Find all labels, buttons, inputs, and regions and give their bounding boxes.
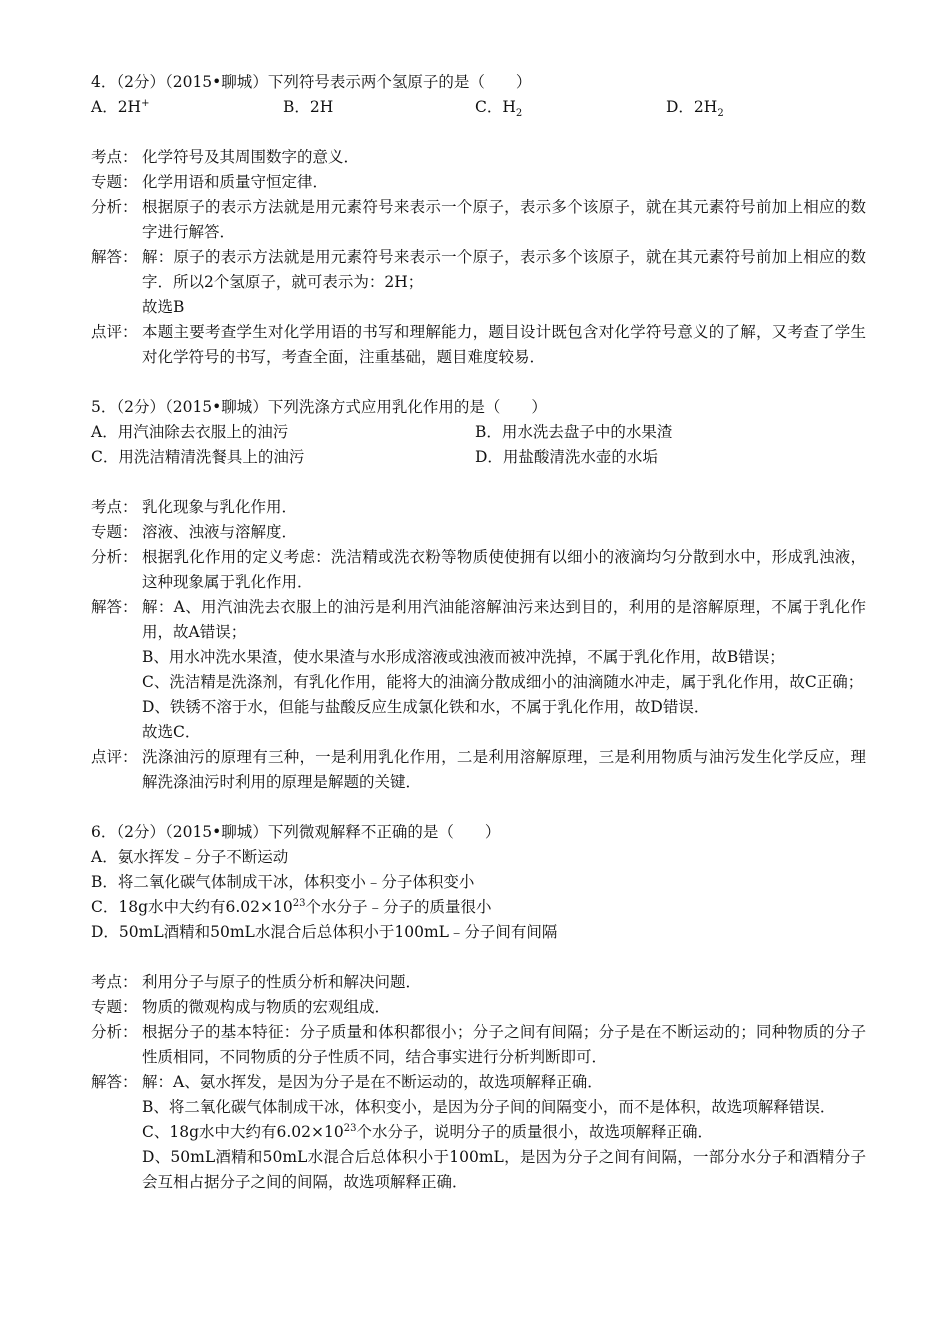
- jieda-field: 解答： 解：原子的表示方法就是用元素符号来表示一个原子，表示多个该原子，就在其元素符号前加上相应的数字．所以2个氢原子，就可表示为：2H； 故选B: [91, 248, 866, 316]
- question-5: [91, 395, 866, 795]
- question-4: [91, 70, 866, 370]
- options-row: [91, 445, 866, 470]
- kaodian-field: 考点： 乳化现象与乳化作用．: [91, 498, 298, 516]
- jieda-field: 解答： 解：A、氨水挥发，是因为分子是在不断运动的，故选项解释正确． B、将二氧化碳气体制成干冰，体积变小，是因为分子间的间隔变小，而不是体积，故选项解释错误． C、18g水中大约有$6.02\times 10^{23}$个水分子，说明分子的质量很小，故选项解释正确． D、50mL酒精和50mL水混合后总体积小于100mL，是因为分子之间有间隔，一部分水分子和酒精分子会互相占据分子之间的间隔，故选项解释正确．: [91, 1073, 866, 1191]
- zhuanti-field: 专题： 溶液、浊液与溶解度．: [91, 523, 298, 541]
- option-a: A．2H+: [91, 97, 150, 116]
- dianping-field: 点评： 本题主要考查学生对化学用语的书写和理解能力，题目设计既包含对化学符号意义的了解，又考查了学生对化学符号的书写，考查全面，注重基础，题目难度较易．: [91, 323, 866, 366]
- fenxi-field: 分析： 根据乳化作用的定义考虑：洗洁精或洗衣粉等物质使使拥有以细小的液滴均匀分散到水中，形成乳浊液，这种现象属于乳化作用．: [91, 548, 866, 591]
- zhuanti-field: 专题： 化学用语和质量守恒定律．: [91, 173, 329, 191]
- option-a: A．氨水挥发﹣分子不断运动: [91, 848, 289, 866]
- question-title: 4．（2分）（2015•聊城）下列符号表示两个氢原子的是（ ）: [91, 73, 532, 91]
- jieda-field: 解答： 解：A、用汽油洗去衣服上的油污是利用汽油能溶解油污来达到目的，利用的是溶解原理，不属于乳化作用，故A错误； B、用水冲洗水果渣，使水果渣与水形成溶液或浊液而被冲洗掉，不属于乳化作用，故B错误； C、洗洁精是洗涤剂，有乳化作用，能将大的油滴分散成细小的油滴随水冲走，属于乳化作用，故C正确； D、铁锈不溶于水，但能与盐酸反应生成氯化铁和水，不属于乳化作用，故D错误． 故选C．: [91, 598, 866, 741]
- option-b: B．用水洗去盘子中的水果渣: [475, 423, 673, 441]
- fenxi-field: 分析： 根据原子的表示方法就是用元素符号来表示一个原子，表示多个该原子，就在其元素符号前加上相应的数字进行解答．: [91, 198, 866, 241]
- option-c: C．$H_2$: [475, 98, 523, 120]
- question-title: 6．（2分）（2015•聊城）下列微观解释不正确的是（ ）: [91, 823, 501, 841]
- options-row: [91, 420, 866, 445]
- question-6: [91, 820, 866, 1195]
- option-a: A．用汽油除去衣服上的油污: [91, 423, 289, 441]
- option-d: D．用盐酸清洗水壶的水垢: [475, 448, 658, 466]
- question-title: 5．（2分）（2015•聊城）下列洗涤方式应用乳化作用的是（ ）: [91, 398, 547, 416]
- option-d: D．$2H_2$: [666, 98, 724, 120]
- zhuanti-field: 专题： 物质的微观构成与物质的宏观组成．: [91, 998, 391, 1016]
- kaodian-field: 考点： 化学符号及其周围数字的意义．: [91, 148, 360, 166]
- options-row: [91, 95, 866, 120]
- option-d: D．50mL酒精和50mL水混合后总体积小于100mL﹣分子间有间隔: [91, 923, 558, 941]
- option-c: C．18g水中大约有$6.02\times 10^{23}$个水分子﹣分子的质量很小: [91, 897, 492, 916]
- kaodian-field: 考点： 利用分子与原子的性质分析和解决问题．: [91, 973, 422, 991]
- exam-page: [91, 70, 866, 1195]
- option-b: B．将二氧化碳气体制成干冰，体积变小﹣分子体积变小: [91, 873, 475, 891]
- option-b: B．2H: [283, 98, 334, 116]
- fenxi-field: 分析： 根据分子的基本特征：分子质量和体积都很小；分子之间有间隔；分子是在不断运动的；同种物质的分子性质相同，不同物质的分子性质不同，结合事实进行分析判断即可．: [91, 1023, 866, 1066]
- option-c: C．用洗洁精清洗餐具上的油污: [91, 448, 305, 466]
- dianping-field: 点评： 洗涤油污的原理有三种，一是利用乳化作用，二是利用溶解原理，三是利用物质与油污发生化学反应，理解洗涤油污时利用的原理是解题的关键．: [91, 748, 866, 791]
